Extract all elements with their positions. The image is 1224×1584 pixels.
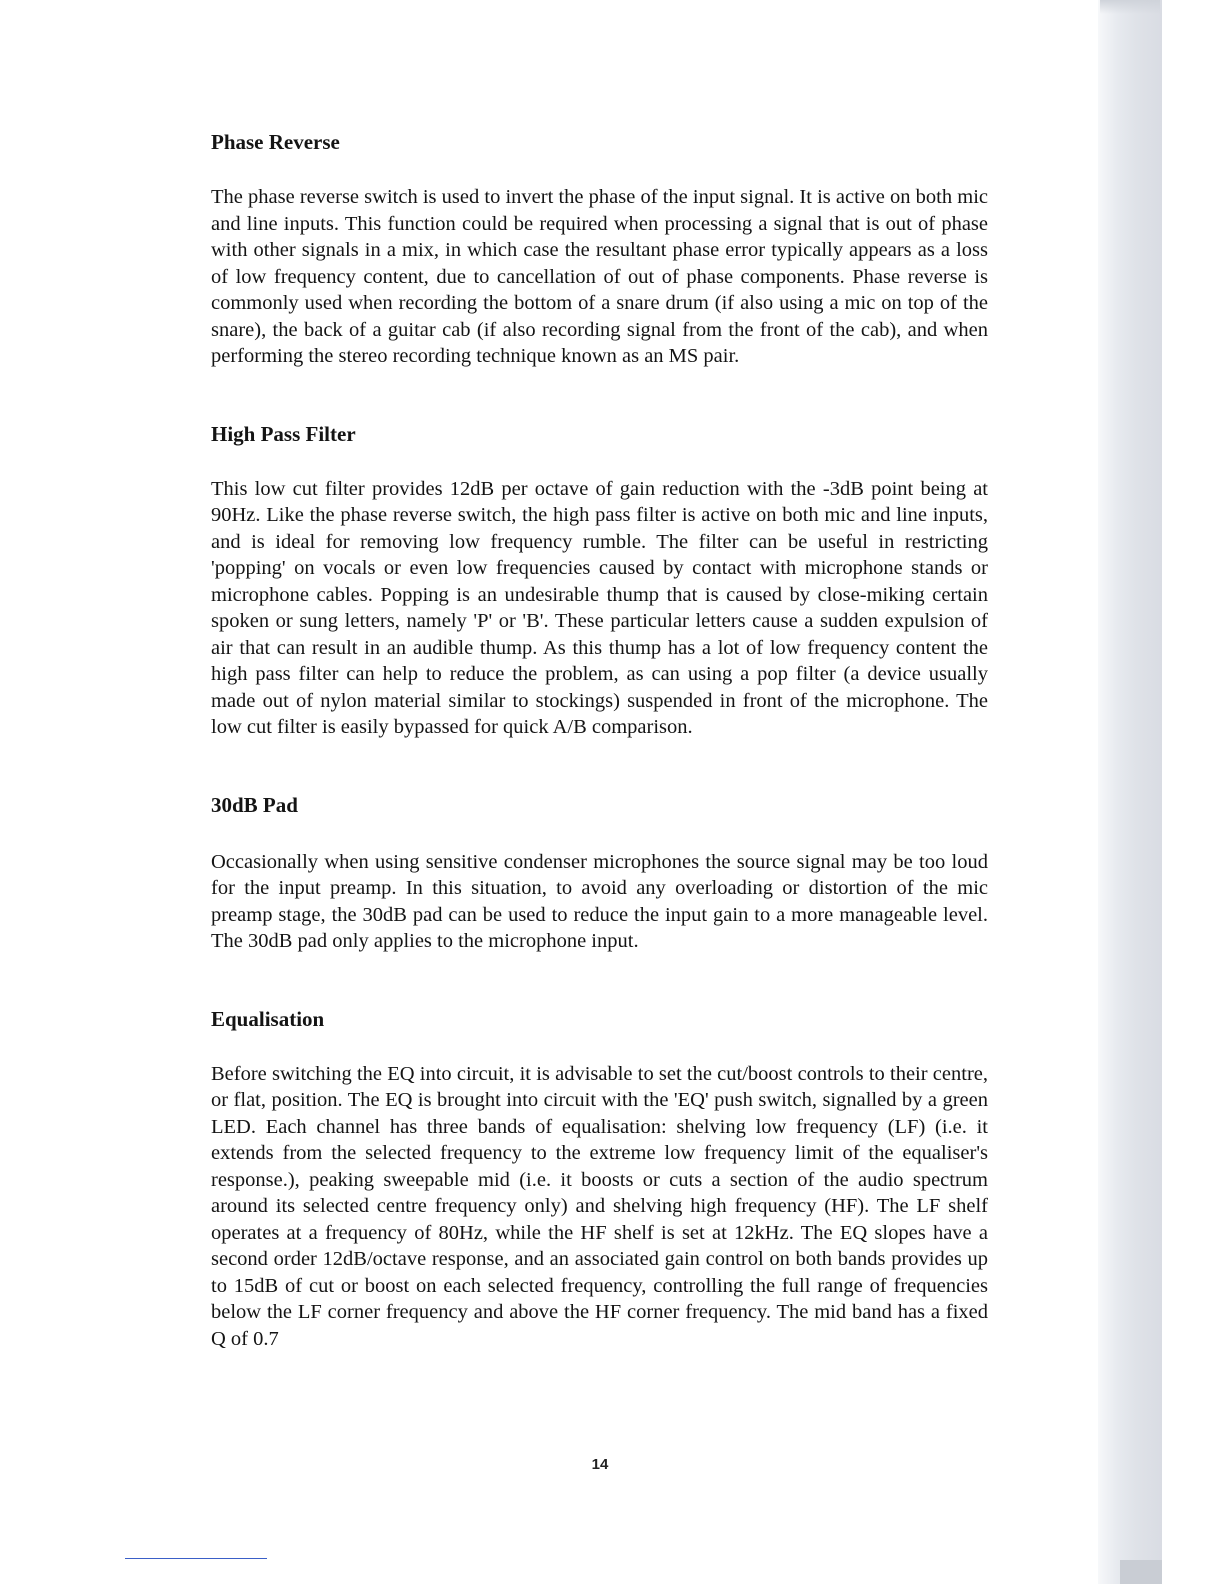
section-heading-phase-reverse: Phase Reverse xyxy=(211,130,340,154)
scan-edge-shadow-foot xyxy=(1120,1560,1162,1584)
page-number: 14 xyxy=(591,1456,609,1473)
section-high-pass-filter xyxy=(211,420,988,741)
section-heading-equalisation: Equalisation xyxy=(211,1006,325,1031)
footnote-rule xyxy=(125,1558,267,1559)
section-30db-pad xyxy=(211,791,988,955)
page-content xyxy=(211,128,988,1352)
scan-edge-shadow-top xyxy=(1100,0,1160,14)
section-body-30db-pad: Occasionally when using sensitive condenser microphones the source signal may be too loud for the input preamp. In this situation, to avoid any overloading or distortion of the mic preamp stage, the 30dB pad can be used to reduce the input gain to a more manageable level. The 30dB pad only applies to the microphone input. xyxy=(211,850,988,952)
section-phase-reverse xyxy=(211,128,988,370)
section-body-equalisation: Before switching the EQ into circuit, it is advisable to set the cut/boost controls to their centre, or flat, position. The EQ is brought into circuit with the 'EQ' push switch, signalled by a green LED. Each channel has three bands of equalisation: shelving low frequency (LF) (i.e. it extends from the selected frequency to the extreme low frequency limit of the equaliser's response.), peaking sweepable mid (i.e. it boosts or cuts a section of the audio spectrum around its selected centre frequency only) and shelving high frequency (HF). The LF shelf operates at a frequency of 80Hz, while the HF shelf is set at 12kHz. The EQ slopes have a second order 12dB/octave response, and an associated gain control on both bands provides up to 15dB of cut or boost on each selected frequency, controlling the full range of frequencies below the LF corner frequency and above the HF corner frequency. The mid band has a fixed Q of 0.7 xyxy=(211,1062,988,1350)
section-equalisation xyxy=(211,1005,988,1353)
section-heading-high-pass-filter: High Pass Filter xyxy=(211,421,356,446)
section-body-phase-reverse: The phase reverse switch is used to invert the phase of the input signal. It is active on both mic and line inputs. This function could be required when processing a signal that is out of phase with other signals in a mix, in which case the resultant phase error typically appears as a loss of low frequency content, due to cancellation of out of phase components. Phase reverse is commonly used when recording the bottom of a snare drum (if also using a mic on top of the snare), the back of a guitar cab (if also recording signal from the front of the cab), and when performing the stereo recording technique known as an MS pair. xyxy=(211,186,988,367)
scan-edge-shadow xyxy=(1098,0,1162,1584)
section-heading-30db-pad: 30dB Pad xyxy=(211,792,298,817)
section-body-high-pass-filter: This low cut filter provides 12dB per octave of gain reduction with the -3dB point being at 90Hz. Like the phase reverse switch, the high pass filter is active on both mic and line inputs, and is ideal for removing low frequency rumble. The filter can be useful in restricting 'popping' on vocals or even low frequencies caused by contact with microphone stands or microphone cables. Popping is an undesirable thump that is caused by close-miking certain spoken or sung letters, namely 'P' or 'B'. These particular letters cause a sudden expulsion of air that can result in an audible thump. As this thump has a lot of low frequency content the high pass filter can help to reduce the problem, as can using a pop filter (a device usually made out of nylon material similar to stockings) suspended in front of the microphone. The low cut filter is easily bypassed for quick A/B comparison. xyxy=(211,477,988,738)
